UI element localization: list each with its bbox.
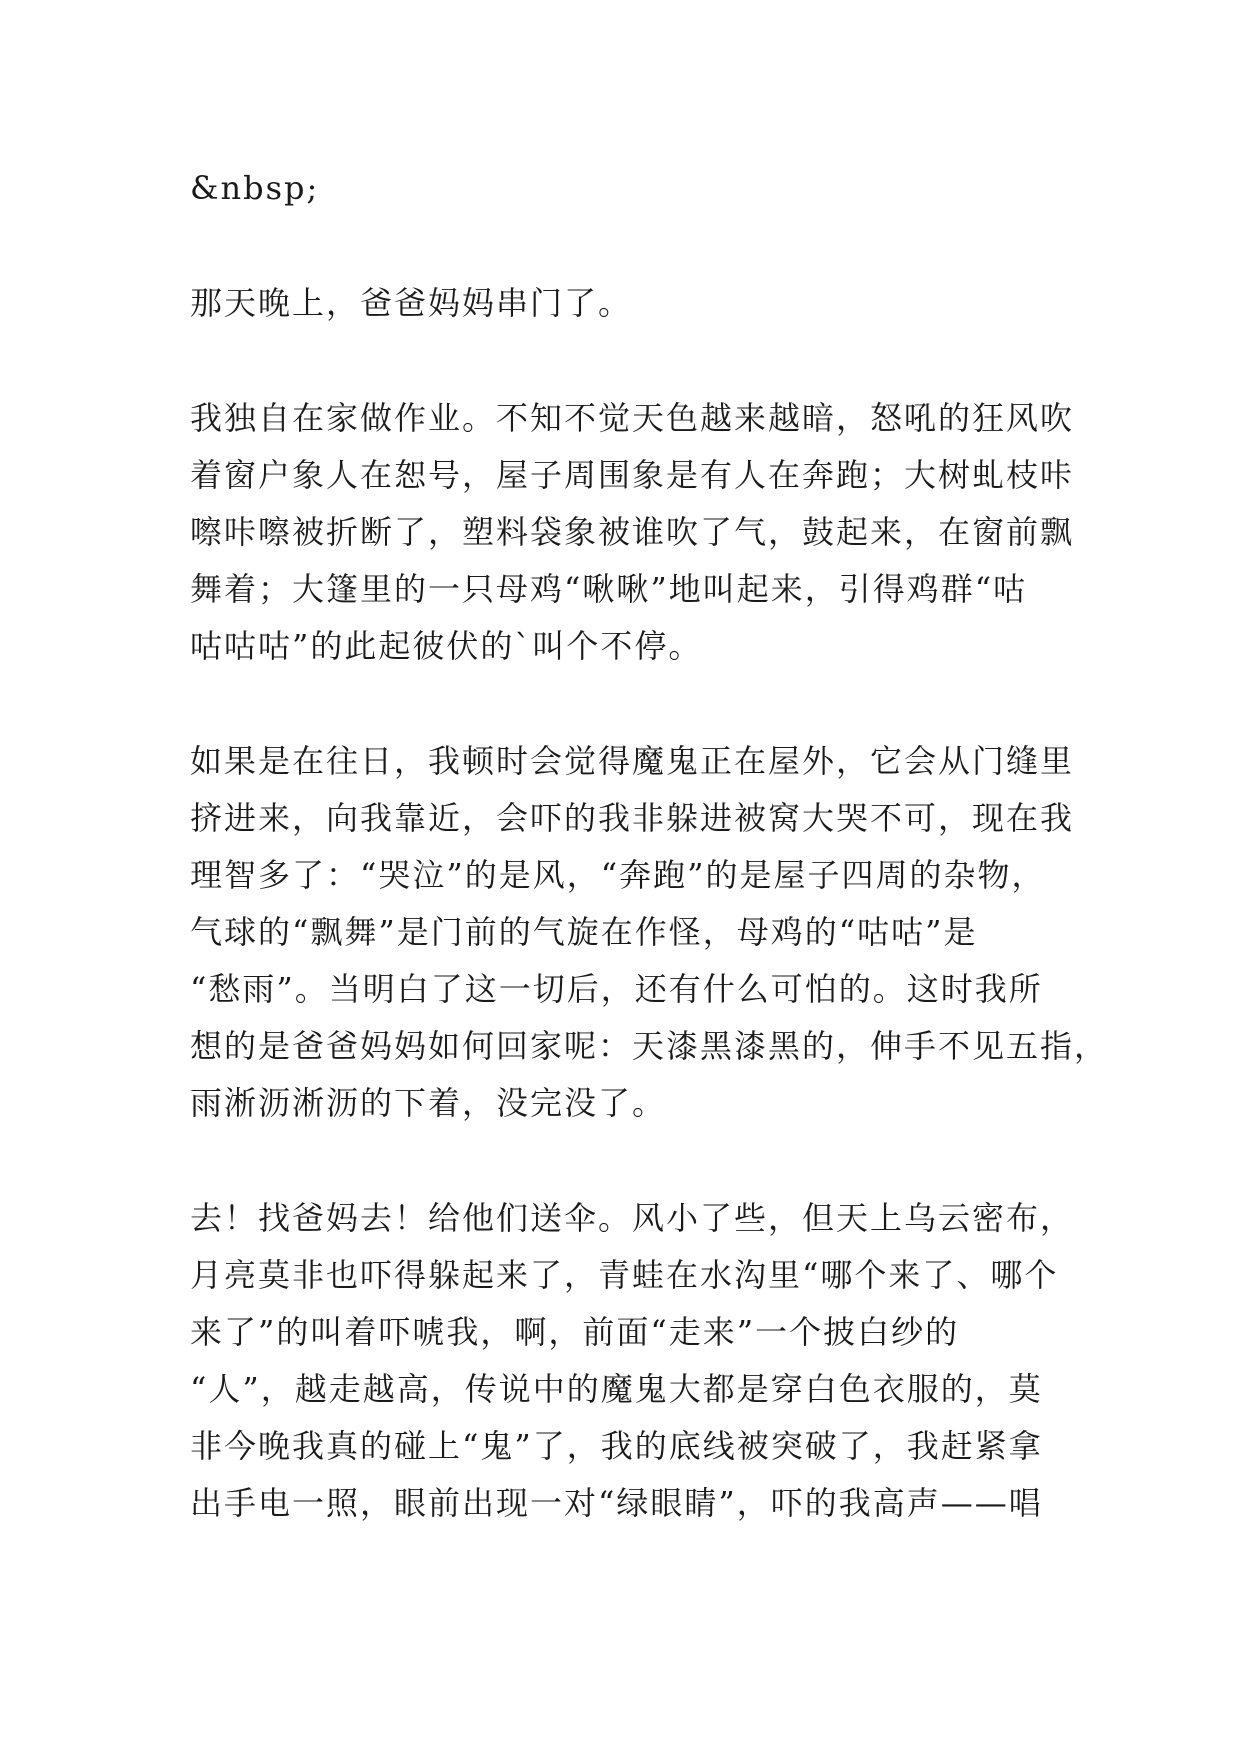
paragraph-journey xyxy=(190,1190,1075,1532)
text-line: &nbsp; xyxy=(190,169,320,207)
text-line: 非今晚我真的碰上“鬼”了，我的底线被突破了，我赶紧拿 xyxy=(190,1427,1043,1465)
text-line: 那天晚上，爸爸妈妈串门了。 xyxy=(190,284,633,322)
text-line: 理智多了：“哭泣”的是风，“奔跑”的是屋子四周的杂物， xyxy=(190,856,1046,894)
text-line: 嚓咔嚓被折断了，塑料袋象被谁吹了气，鼓起来，在窗前飘 xyxy=(190,513,1075,551)
text-line: 月亮莫非也吓得躲起来了，青蛙在水沟里“哪个来了、哪个 xyxy=(190,1256,1059,1294)
text-line: 来了”的叫着吓唬我，啊，前面“走来”一个披白纱的 xyxy=(190,1313,960,1351)
text-line: 着窗户象人在恕号，屋子周围象是有人在奔跑；大树虬枝咔 xyxy=(190,456,1075,494)
text-line: “愁雨”。当明白了这一切后，还有什么可怕的。这时我所 xyxy=(190,970,1043,1008)
text-line: 出手电一照，眼前出现一对“绿眼睛”，吓的我高声——唱 xyxy=(190,1484,1043,1522)
paragraph-nbsp xyxy=(190,160,1060,217)
text-line: 雨淅沥淅沥的下着，没完没了。 xyxy=(190,1084,667,1122)
text-line: 气球的“飘舞”是门前的气旋在作怪，母鸡的“咕咕”是 xyxy=(190,913,978,951)
text-line: 想的是爸爸妈妈如何回家呢：天漆黑漆黑的，伸手不见五指， xyxy=(190,1027,1109,1065)
paragraph-storm xyxy=(190,390,1075,675)
text-line: 我独自在家做作业。不知不觉天色越来越暗，怒吼的狂风吹 xyxy=(190,399,1075,437)
document-body xyxy=(190,160,1109,1590)
text-line: 挤进来，向我靠近，会吓的我非躲进被窝大哭不可，现在我 xyxy=(190,799,1075,837)
text-line: 咕咕咕”的此起彼伏的`叫个不停。 xyxy=(190,627,703,665)
paragraph-reason xyxy=(190,733,1109,1132)
text-line: 舞着；大篷里的一只母鸡“啾啾”地叫起来，引得鸡群“咕 xyxy=(190,570,1028,608)
text-line: 去！找爸妈去！给他们送伞。风小了些，但天上乌云密布， xyxy=(190,1199,1075,1237)
text-line: 如果是在往日，我顿时会觉得魔鬼正在屋外，它会从门缝里 xyxy=(190,742,1075,780)
paragraph-intro xyxy=(190,275,1060,332)
text-line: “人”，越走越高，传说中的魔鬼大都是穿白色衣服的，莫 xyxy=(190,1370,1043,1408)
